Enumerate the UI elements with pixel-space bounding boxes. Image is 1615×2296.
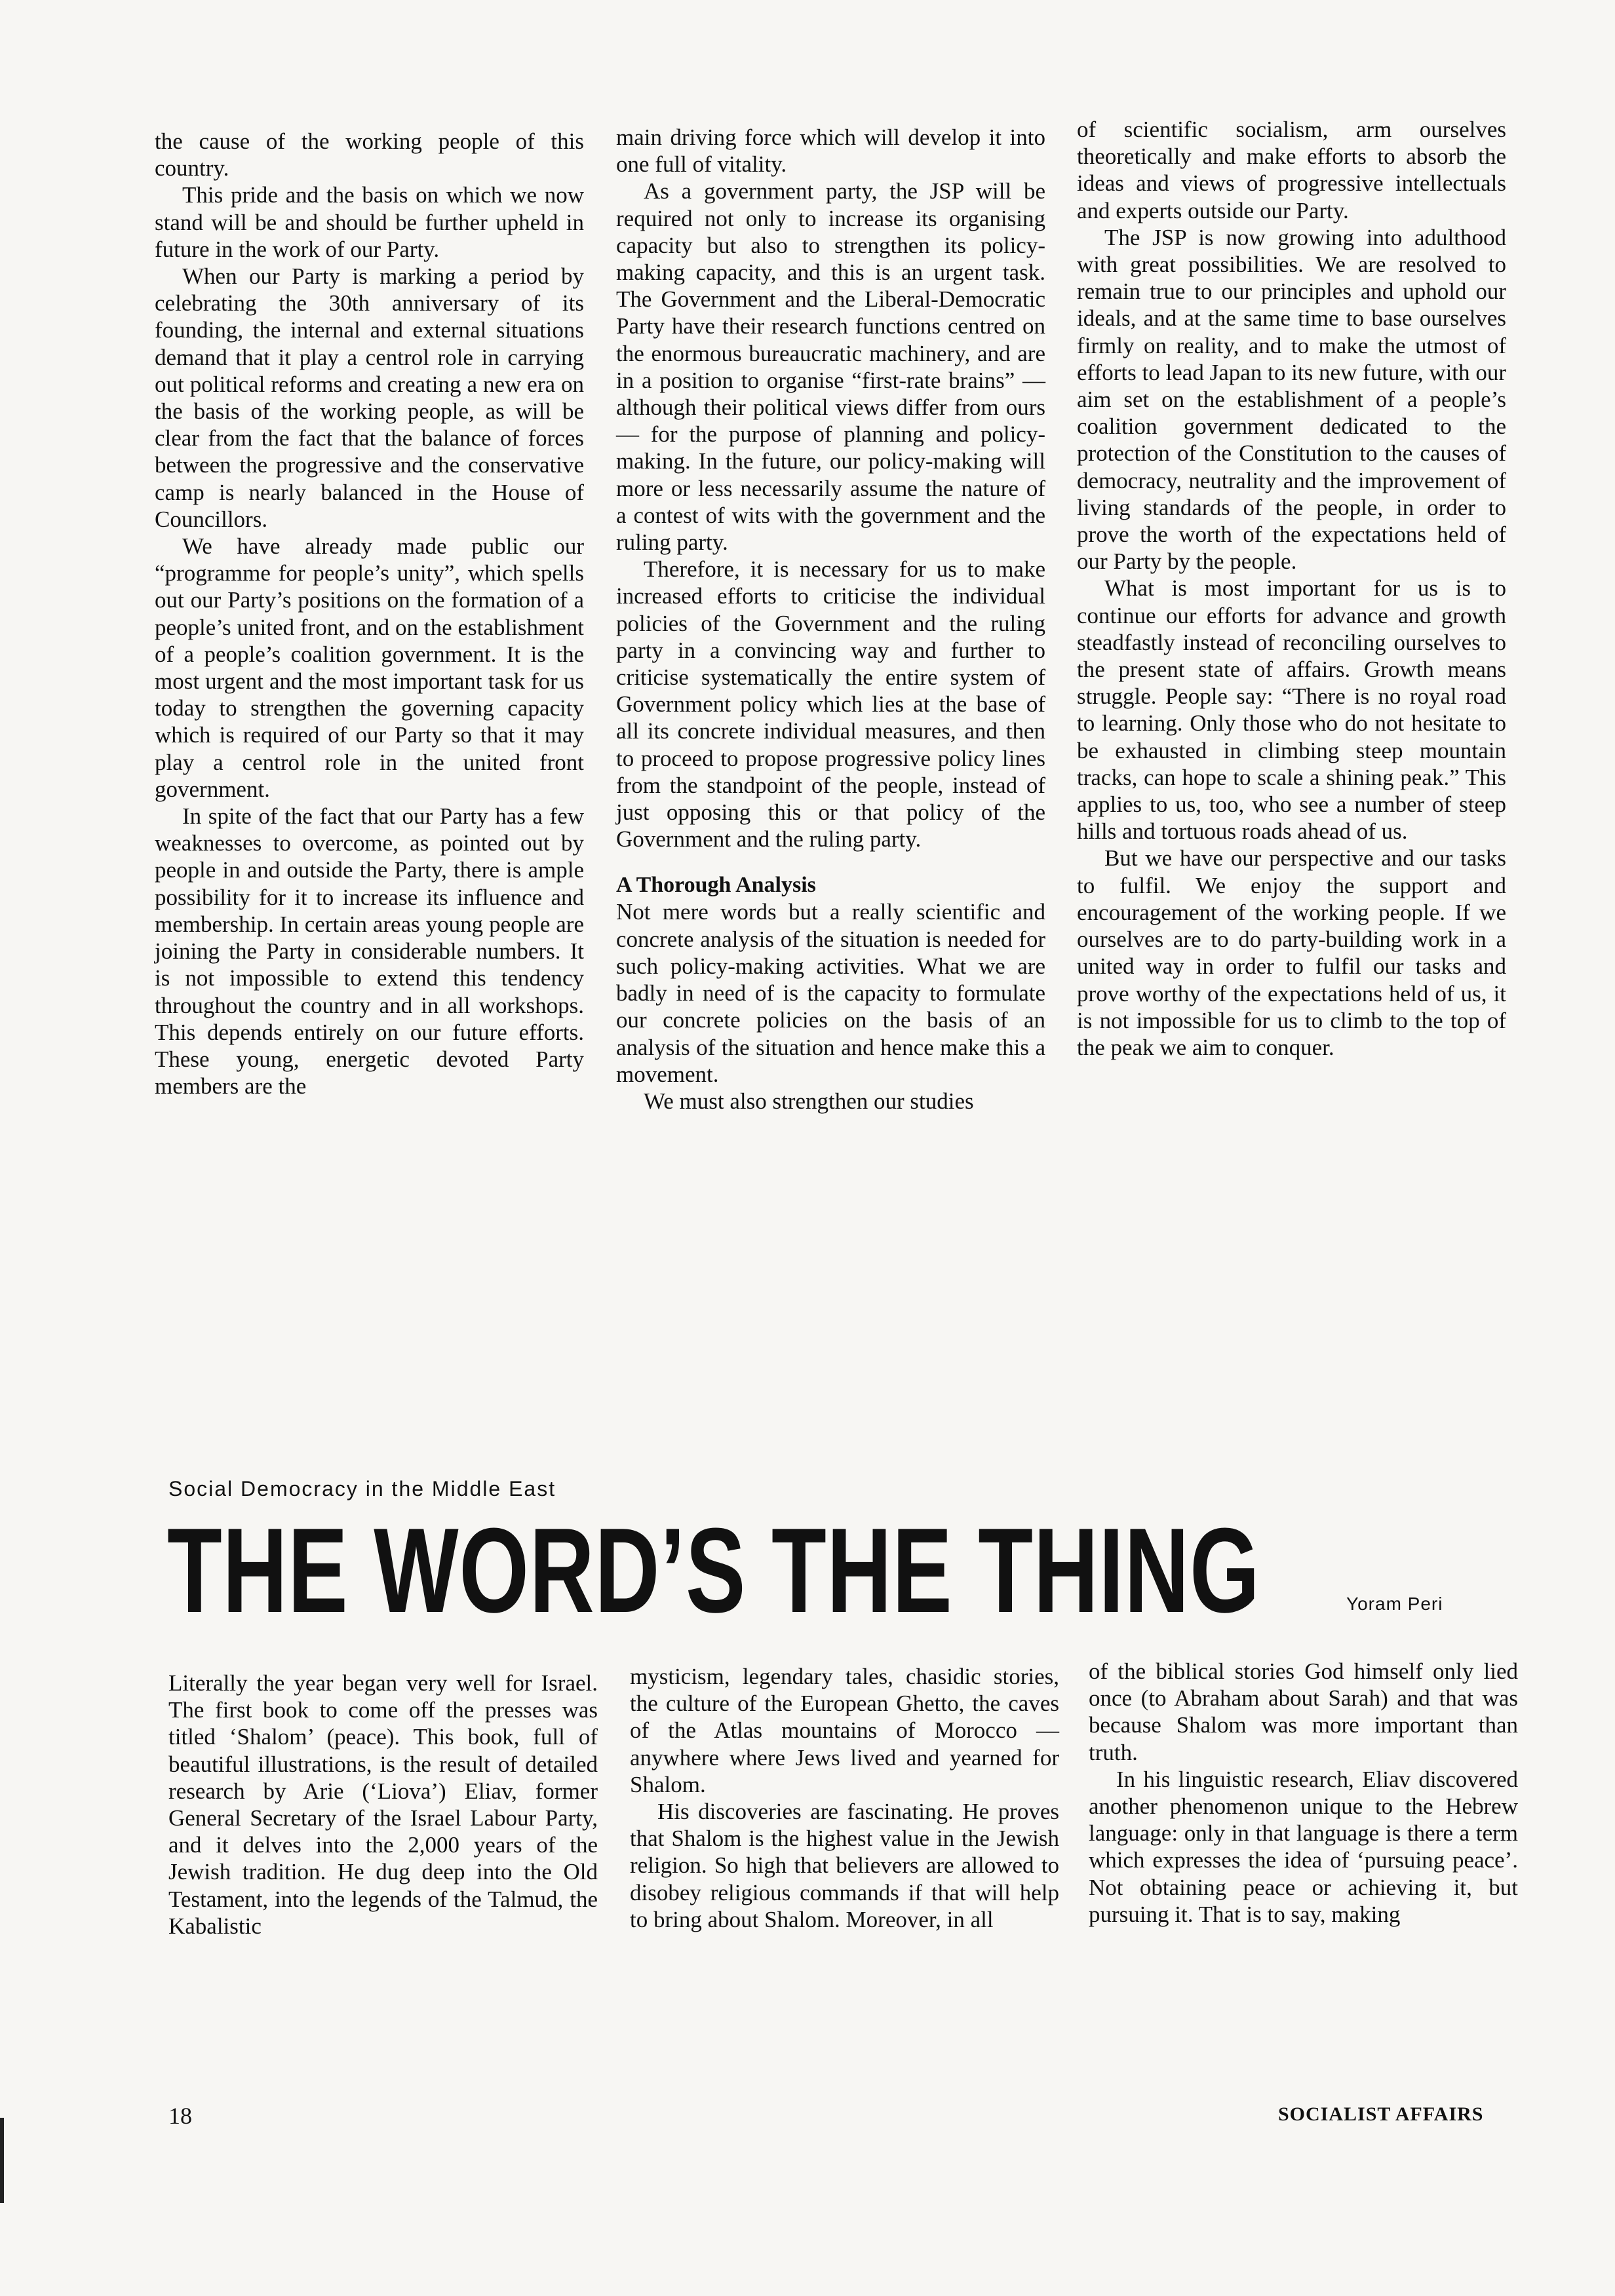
article-kicker: Social Democracy in the Middle East bbox=[168, 1477, 556, 1501]
paragraph: The JSP is now growing into adulthood with great possibilities. We are resolved to remain true to our principles and uphold our ideals, and at the same time to base ourselves firmly on reality, and to make the utmost of efforts to lead Japan to its new future, with our aim set on the establishment of a people’s coalition government dedicated to the protection of the Constitution to the causes of democracy, neutrality and the improvement of living standards of the people, in order to prove the worth of the expectations held of our Party by the people. bbox=[1077, 224, 1506, 575]
paragraph: In spite of the fact that our Party has a few weaknesses to overcome, as pointed out by people in and outside the Party, there is ample possibility for it to increase its influence and membership. In certain areas young people are joining the Party in considerable numbers. It is not impossible to extend this tendency throughout the country and in all workshops. This depends entirely on our future efforts. These young, energetic devoted Party members are the bbox=[155, 803, 584, 1100]
column-2-top bbox=[616, 124, 1045, 1115]
paragraph: As a government party, the JSP will be required not only to increase its organising capacity but also to strengthen its policy-making capacity, and this is an urgent task. The Government and the Liberal-Democratic Party have their research functions centred on the enormous bureaucratic machinery, and are in a position to organise “first-rate brains” — although their political views differ from ours — for the purpose of planning and policy-making. In the future, our policy-making will more or less necessarily assume the nature of a contest of wits with the government and the ruling party. bbox=[616, 178, 1045, 556]
paragraph: This pride and the basis on which we now stand will be and should be further upheld in future in the work of our Party. bbox=[155, 182, 584, 262]
article-byline: Yoram Peri bbox=[1346, 1594, 1443, 1614]
paragraph: What is most important for us is to continue our efforts for advance and growth steadfastly instead of reconciling ourselves to the present state of affairs. Growth means struggle. People say: “There is no royal road to learning. Only those who do not hesitate to be exhausted in climbing steep mountain tracks, can hope to scale a shining peak.” This applies to us, too, who see a number of steep hills and tortuous roads ahead of us. bbox=[1077, 575, 1506, 845]
paragraph: of the biblical stories God himself only lied once (to Abraham about Sarah) and that was because Shalom was more important than truth. bbox=[1089, 1658, 1518, 1765]
paragraph: But we have our perspective and our tasks to fulfil. We enjoy the support and encouragement of the working people. If we ourselves are to do party-building work in a united way in order to fulfil our tasks and prove worthy of the expectations held of us, it is not impossible for us to climb to the top of the peak we aim to conquer. bbox=[1077, 845, 1506, 1060]
paragraph: Therefore, it is necessary for us to make increased efforts to criticise the individual policies of the Government and the ruling party in a convincing way and further to criticise systematically the entire system of Government policy which lies at the base of all its concrete individual measures, and then to proceed to propose progressive policy lines from the standpoint of the people, instead of just opposing this or that policy of the Government and the ruling party. bbox=[616, 556, 1045, 852]
article-column-1 bbox=[168, 1670, 598, 1940]
paragraph: the cause of the working people of this country. bbox=[155, 128, 584, 182]
article-headline: THE WORD’S THE THING bbox=[167, 1502, 1260, 1637]
paragraph: of scientific socialism, arm ourselves theoretically and make efforts to absorb the ideas and views of progressive intellectuals and experts outside our Party. bbox=[1077, 117, 1506, 223]
magazine-name: SOCIALIST AFFAIRS bbox=[1278, 2103, 1484, 2125]
scan-edge-mark bbox=[0, 2118, 4, 2203]
article-column-3 bbox=[1089, 1658, 1518, 1928]
paragraph: In his linguistic research, Eliav discovered another phenomenon unique to the Hebrew language: only in that language is there a term which expresses the idea of ‘pursuing peace’. Not obtaining peace or achieving it, but pursuing it. That is to say, making bbox=[1089, 1766, 1518, 1927]
column-1-top bbox=[155, 128, 584, 1100]
paragraph: main driving force which will develop it into one full of vitality. bbox=[616, 124, 1045, 178]
paragraph: We must also strengthen our studies bbox=[644, 1088, 974, 1114]
paragraph: Literally the year began very well for Israel. The first book to come off the presses was titled ‘Shalom’ (peace). This book, full of beautiful illustrations, is the result of detailed research by Arie (‘Liova’) Eliav, former General Secretary of the Israel Labour Party, and it delves into the 2,000 years of the Jewish tradition. He dug deep into the Old Testament, into the legends of the Talmud, the Kabalistic bbox=[168, 1670, 598, 1939]
article-column-2 bbox=[630, 1663, 1059, 1933]
paragraph: mysticism, legendary tales, chasidic stories, the culture of the European Ghetto, the caves of the Atlas mountains of Morocco — anywhere where Jews lived and yearned for Shalom. bbox=[630, 1664, 1059, 1797]
page-number: 18 bbox=[168, 2103, 192, 2129]
column-3-top bbox=[1077, 116, 1506, 1061]
paragraph: We have already made public our “programme for people’s unity”, which spells out our Party’s positions on the formation of a people’s united front, and on the establishment of a people’s coalition government. It is the most urgent and the most important task for us today to strengthen the governing capacity which is required of our Party so that it may play a centrol role in the united front government. bbox=[155, 533, 584, 802]
paragraph: When our Party is marking a period by celebrating the 30th anniversary of its founding, the internal and external situations demand that it play a centrol role in carrying out political reforms and creating a new era on the basis of the working people, as will be clear from the fact that the balance of forces between the progressive and the conservative camp is nearly balanced in the House of Councillors. bbox=[155, 263, 584, 532]
paragraph: Not mere words but a really scientific and concrete analysis of the situation is needed for such policy-making activities. What we are badly in need of is the capacity to formulate our concrete policies on the basis of an analysis of the situation and hence make this a movement. bbox=[616, 899, 1045, 1087]
paragraph: His discoveries are fascinating. He proves that Shalom is the highest value in the Jewish religion. So high that believers are allowed to disobey religious commands if that will help to bring about Shalom. Moreover, in all bbox=[630, 1799, 1059, 1932]
section-heading: A Thorough Analysis bbox=[616, 873, 816, 898]
